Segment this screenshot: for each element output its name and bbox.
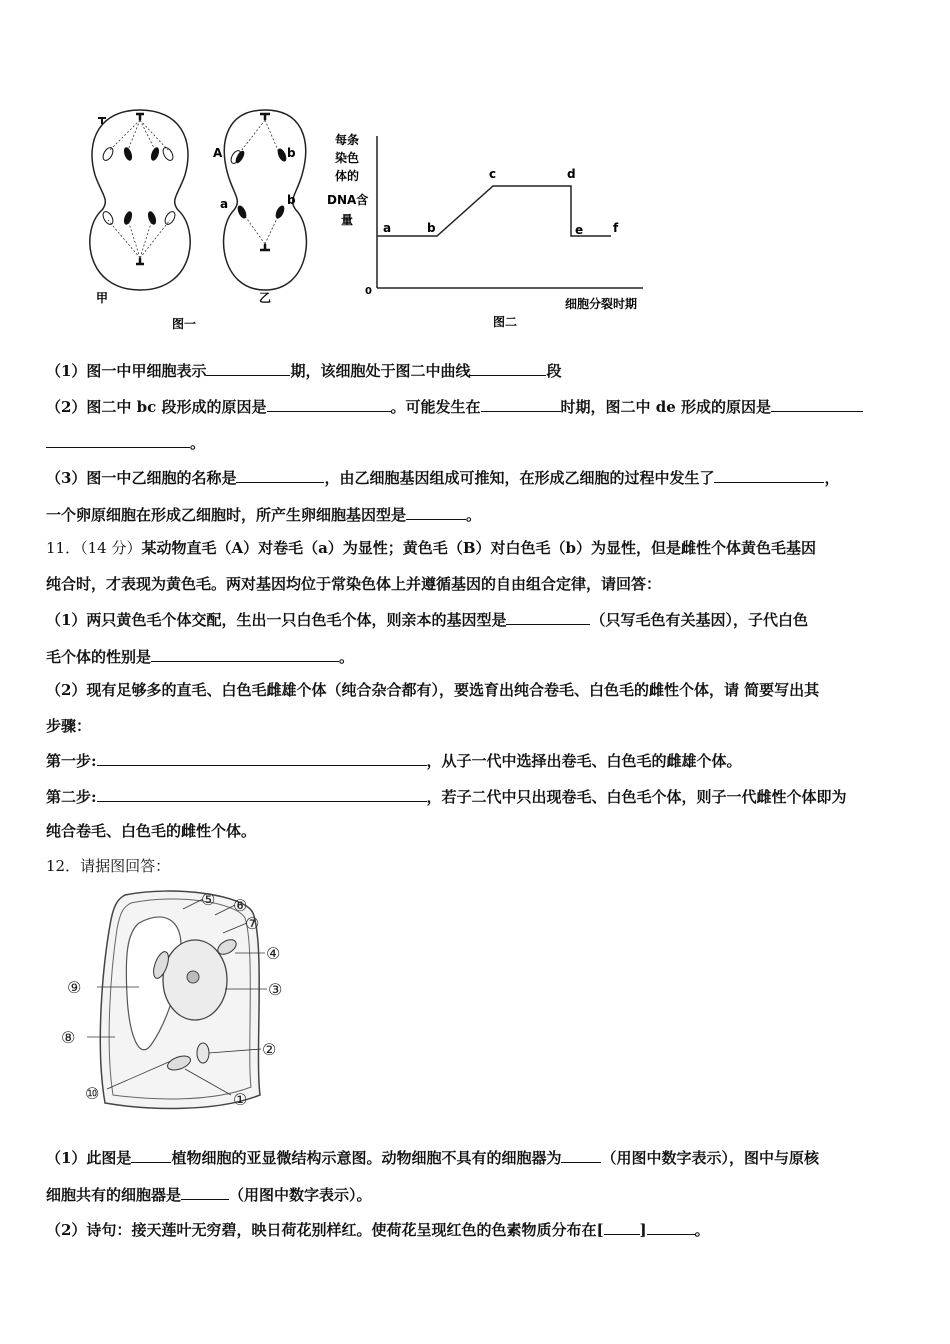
- q12-part1-cont: 细胞共有的细胞器是 （用图中数字表示）。: [46, 1186, 372, 1204]
- point-f: f: [613, 221, 619, 235]
- q11-step1: 第一步: ，从子一代中选择出卷毛、白色毛的雌雄个体。: [46, 752, 742, 770]
- answer-blank[interactable]: [714, 467, 824, 483]
- q10-part2-cont: 。: [46, 432, 205, 453]
- point-a: a: [383, 221, 392, 235]
- label-10: ⑩: [85, 1084, 100, 1103]
- answer-blank[interactable]: [97, 786, 427, 802]
- q11-part2-cont: 步骤：: [46, 717, 92, 735]
- figure1-cell-diagram: [40, 100, 340, 340]
- answer-blank[interactable]: [46, 432, 190, 448]
- label-4: ④: [266, 944, 281, 963]
- q11-number: 11．（14 分）: [46, 539, 142, 557]
- q11-stem-cont: 纯合时，才表现为黄色毛。两对基因均位于常染色体上并遵循基因的自由组合定律，请回答：: [46, 575, 662, 593]
- q11-stem: 11．（14 分）某动物直毛（A）对卷毛（a）为显性；黄色毛（B）对白色毛（b）为显性，但是雌性个体黄色毛基因: [46, 539, 816, 557]
- point-c: c: [489, 167, 497, 181]
- point-b: b: [427, 221, 436, 235]
- answer-blank[interactable]: [506, 609, 590, 625]
- answer-blank[interactable]: [604, 1219, 640, 1235]
- label-6: ⑥: [233, 896, 248, 915]
- cell-jia-label: 甲: [96, 291, 109, 305]
- answer-blank[interactable]: [236, 467, 324, 483]
- gene-label-b2: b: [287, 193, 296, 207]
- cell-yi-label: 乙: [259, 291, 272, 305]
- answer-blank[interactable]: [267, 396, 391, 412]
- point-e: e: [575, 223, 584, 237]
- label-7: ⑦: [245, 914, 260, 933]
- label-1: ①: [233, 1090, 248, 1109]
- answer-blank[interactable]: [771, 396, 863, 412]
- label-8: ⑧: [61, 1028, 76, 1047]
- ylabel-line-4: DNA含: [327, 193, 369, 207]
- label-9: ⑨: [67, 978, 82, 997]
- q11-part2: （2）现有足够多的直毛、白色毛雌雄个体（纯合杂合都有），要选育出纯合卷毛、白色毛的雌性个体，请 简要写出其: [46, 681, 820, 699]
- plant-cell-diagram: [55, 885, 300, 1120]
- q12-stem: 12．请据图回答：: [46, 857, 171, 875]
- answer-blank[interactable]: [206, 360, 290, 376]
- gene-label-a: a: [220, 197, 229, 211]
- point-d: d: [567, 167, 576, 181]
- ylabel-line-5: 量: [341, 213, 354, 227]
- ylabel-line-3: 体的: [335, 169, 360, 183]
- figure2-caption: 图二: [493, 315, 518, 329]
- q10-part2: （2）图二中 bc 段形成的原因是 。可能发生在 时期，图二中 de 形成的原因是: [46, 396, 863, 417]
- label-5: ⑤: [201, 890, 216, 909]
- origin-label: 0: [365, 286, 372, 297]
- ylabel-line-1: 每条: [335, 133, 360, 147]
- gene-label-b: b: [287, 146, 296, 160]
- q10-part3-cont: 一个卵原细胞在形成乙细胞时，所产生卵细胞基因型是 。: [46, 506, 482, 524]
- answer-blank[interactable]: [406, 504, 466, 520]
- answer-blank[interactable]: [470, 360, 546, 376]
- q10-part1: （1）图一中甲细胞表示 期，该细胞处于图二中曲线 段: [46, 362, 562, 380]
- gene-label-A: A: [213, 146, 223, 160]
- answer-blank[interactable]: [647, 1219, 695, 1235]
- figure1-caption: 图一: [172, 317, 197, 331]
- xlabel: 细胞分裂时期: [565, 297, 638, 311]
- answer-blank[interactable]: [151, 646, 339, 662]
- answer-blank[interactable]: [97, 750, 427, 766]
- figure2-dna-graph: [325, 128, 670, 338]
- answer-blank[interactable]: [481, 396, 561, 412]
- q11-step2: 第二步: ，若子二代中只出现卷毛、白色毛个体，则子一代雌性个体即为: [46, 788, 847, 806]
- q10-part3: （3）图一中乙细胞的名称是 ，由乙细胞基因组成可推知，在形成乙细胞的过程中发生了 ，: [46, 469, 840, 487]
- ylabel-line-2: 染色: [335, 151, 360, 165]
- answer-blank[interactable]: [561, 1147, 601, 1163]
- label-3: ③: [268, 980, 283, 999]
- label-2: ②: [262, 1040, 277, 1059]
- q11-step2-cont: 纯合卷毛、白色毛的雌性个体。: [46, 822, 257, 840]
- q11-part1: （1）两只黄色毛个体交配，生出一只白色毛个体，则亲本的基因型是 （只写毛色有关基因），子代白色: [46, 611, 808, 629]
- answer-blank[interactable]: [181, 1184, 229, 1200]
- q11-part1-cont: 毛个体的性别是 。: [46, 648, 355, 666]
- q12-part2: （2）诗句：接天莲叶无穷碧，映日荷花别样红。使荷花呈现红色的色素物质分布在[ ] 。: [46, 1221, 710, 1239]
- answer-blank[interactable]: [131, 1147, 171, 1163]
- q12-part1: （1）此图是 植物细胞的亚显微结构示意图。动物细胞不具有的细胞器为 （用图中数字表示），图中与原核: [46, 1149, 819, 1167]
